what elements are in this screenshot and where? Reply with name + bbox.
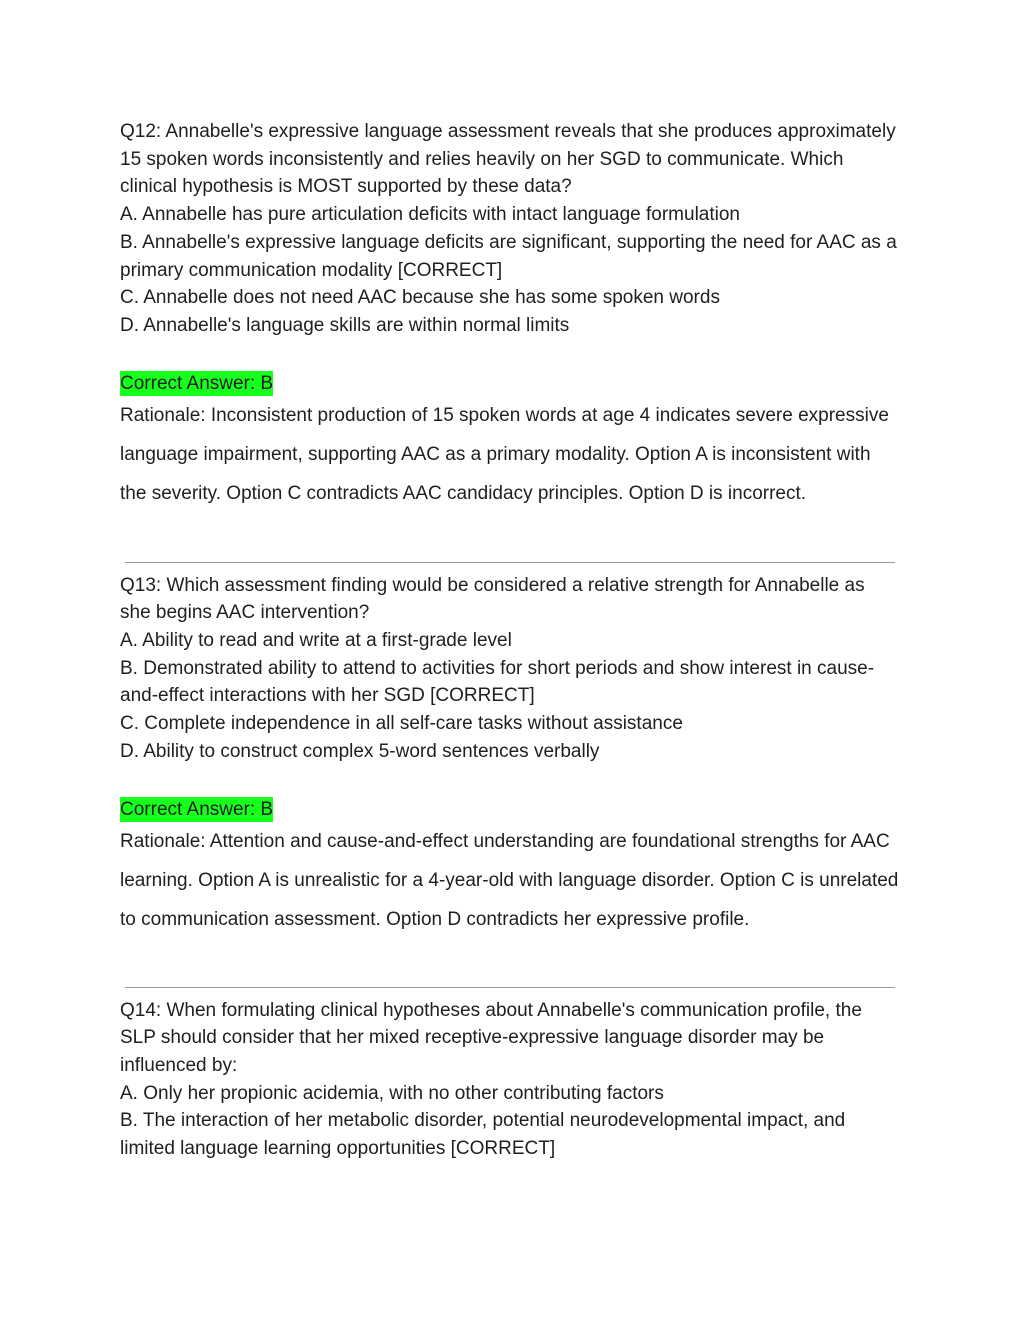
answer-option: A. Annabelle has pure articulation deficits with intact language formulation bbox=[120, 204, 740, 226]
answer-option: C. Annabelle does not need AAC because she has some spoken words bbox=[120, 287, 720, 309]
question-block-q13 bbox=[120, 572, 900, 939]
answer-option: B. Annabelle's expressive language deficits are significant, supporting the need for AAC as a primary communication modality [CORRECT] bbox=[120, 231, 897, 281]
spacer bbox=[120, 766, 900, 797]
rationale-text: Rationale: Attention and cause-and-effect understanding are foundational strengths for AAC learning. Option A is unrealistic for a 4-year-old with language disorder. Option C is unrelated to communication assessment. Option D contradicts her expressive profile. bbox=[120, 830, 899, 930]
answer-option: D. Ability to construct complex 5-word sentences verbally bbox=[120, 740, 600, 762]
rationale-text: Rationale: Inconsistent production of 15 spoken words at age 4 indicates severe expressive language impairment, supporting AAC as a primary modality. Option A is inconsistent with the severity. Option C contradicts AAC candidacy principles. Option D is incorrect. bbox=[120, 404, 889, 504]
correct-answer-highlight: Correct Answer: B bbox=[120, 798, 274, 820]
question-block-q12 bbox=[120, 118, 900, 513]
document-page bbox=[120, 118, 900, 1163]
spacer bbox=[120, 340, 900, 371]
question-stem: Q14: When formulating clinical hypotheses about Annabelle's communication profile, the SLP should consider that her mixed receptive-expressive language disorder may be influenced by: bbox=[120, 999, 862, 1076]
question-stem: Q13: Which assessment finding would be considered a relative strength for Annabelle as she begins AAC intervention? bbox=[120, 574, 865, 624]
question-stem: Q12: Annabelle's expressive language assessment reveals that she produces approximately 15 spoken words inconsistently and relies heavily on her SGD to communicate. Which clinical hypothesis is MOST supported by these data? bbox=[120, 121, 896, 198]
answer-option: A. Only her propionic acidemia, with no other contributing factors bbox=[120, 1082, 664, 1104]
answer-option: B. Demonstrated ability to attend to activities for short periods and show interest in cause-and-effect interactions with her SGD [CORRECT] bbox=[120, 657, 875, 707]
question-block-q14 bbox=[120, 997, 900, 1163]
answer-option: A. Ability to read and write at a first-grade level bbox=[120, 630, 512, 652]
answer-option: C. Complete independence in all self-care tasks without assistance bbox=[120, 713, 683, 735]
correct-answer-highlight: Correct Answer: B bbox=[120, 372, 274, 394]
answer-option: B. The interaction of her metabolic disorder, potential neurodevelopmental impact, and limited language learning opportunities [CORRECT] bbox=[120, 1110, 846, 1160]
answer-option: D. Annabelle's language skills are within normal limits bbox=[120, 314, 570, 336]
